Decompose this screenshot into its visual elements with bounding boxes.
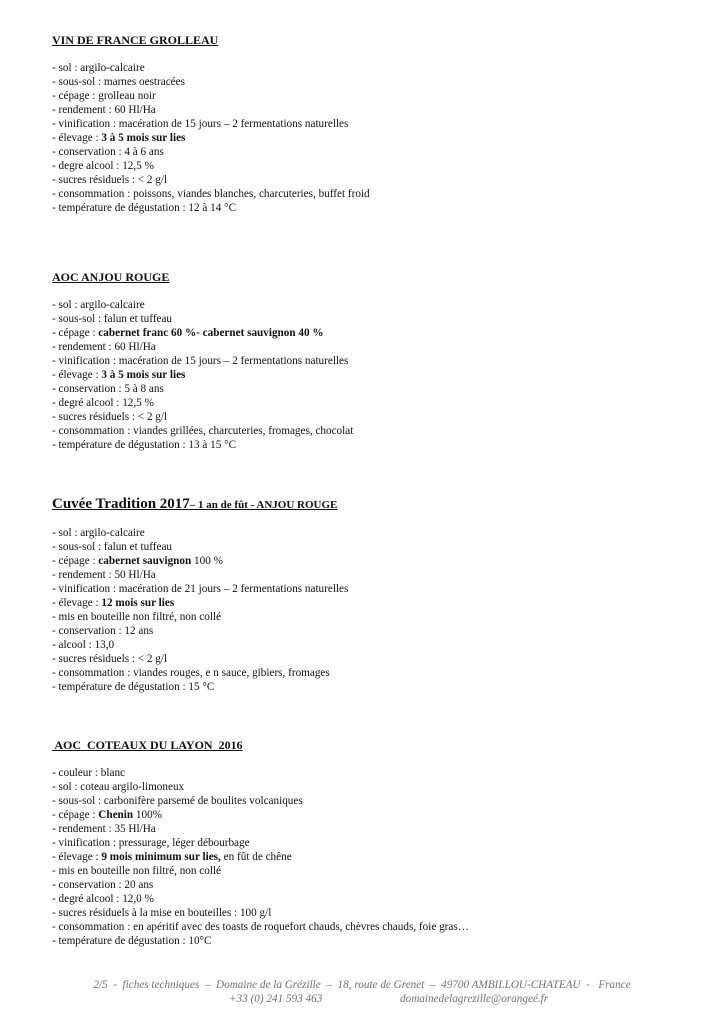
spec-item: - température de dégustation : 10°C <box>52 935 212 947</box>
page-footer <box>0 978 724 1006</box>
spec-item: - sucres résiduels : < 2 g/l <box>52 411 168 423</box>
spec-item: - élevage : 3 à 5 mois sur lies <box>52 369 186 381</box>
spec-item: - sol : argilo-calcaire <box>52 299 145 311</box>
spec-item: - vinification : pressurage, léger débourbage <box>52 837 250 849</box>
spec-item: - sol : argilo-calcaire <box>52 527 145 539</box>
spec-item: - température de dégustation : 12 à 14 °C <box>52 202 237 214</box>
spec-item: - rendement : 50 Hl/Ha <box>52 569 156 581</box>
spec-item: - rendement : 35 Hl/Ha <box>52 823 156 835</box>
spec-item: - cépage : Chenin 100% <box>52 809 163 821</box>
section-cuvee-tradition <box>52 497 692 694</box>
spec-list <box>52 298 692 452</box>
footer-address-line: 2/5 - fiches techniques – Domaine de la Grézille – 18, route de Grenet – 49700 AMBILLOU-CHATEAU - France <box>93 979 631 991</box>
section-heading <box>52 497 692 512</box>
spec-list <box>52 766 692 948</box>
spec-item: - cépage : grolleau noir <box>52 90 156 102</box>
heading-sub: – 1 an de fût - ANJOU ROUGE <box>189 499 338 511</box>
footer-phone: +33 (0) 241 593 463 <box>229 993 323 1005</box>
spec-item: - rendement : 60 Hl/Ha <box>52 104 156 116</box>
spec-item: - consommation : viandes grillées, charcuteries, fromages, chocolat <box>52 425 354 437</box>
spec-list <box>52 61 692 215</box>
spec-item: - degré alcool : 12,0 % <box>52 893 154 905</box>
spec-item: - consommation : en apéritif avec des toasts de roquefort chauds, chèvres chauds, foie gras… <box>52 921 469 933</box>
spec-item: - sucres résiduels : < 2 g/l <box>52 174 168 186</box>
spec-item: - conservation : 20 ans <box>52 879 154 891</box>
spec-item: - cépage : cabernet franc 60 %- cabernet sauvignon 40 % <box>52 327 324 339</box>
section-grolleau <box>52 33 692 215</box>
spec-item: - couleur : blanc <box>52 767 125 779</box>
spec-item: - sous-sol : falun et tuffeau <box>52 541 173 553</box>
spec-item: - conservation : 5 à 8 ans <box>52 383 164 395</box>
spec-item: - cépage : cabernet sauvignon 100 % <box>52 555 223 567</box>
spec-item: - rendement : 60 Hl/Ha <box>52 341 156 353</box>
spec-list <box>52 526 692 694</box>
spec-item: - sous-sol : falun et tuffeau <box>52 313 173 325</box>
section-coteaux-du-layon <box>52 738 692 948</box>
spec-item: - conservation : 12 ans <box>52 625 154 637</box>
footer-contact-line <box>0 992 724 1006</box>
spec-item: - vinification : macération de 15 jours – 2 fermentations naturelles <box>52 355 349 367</box>
spec-item: - élevage : 9 mois minimum sur lies, en fût de chêne <box>52 851 292 863</box>
spec-item: - sol : argilo-calcaire <box>52 62 145 74</box>
spec-item: - mis en bouteille non filtré, non collé <box>52 611 222 623</box>
spec-item: - élevage : 12 mois sur lies <box>52 597 175 609</box>
spec-item: - température de dégustation : 15 °C <box>52 681 215 693</box>
section-heading: AOC COTEAUX DU LAYON 2016 <box>52 738 243 752</box>
spec-item: - vinification : macération de 21 jours – 2 fermentations naturelles <box>52 583 349 595</box>
section-heading: AOC ANJOU ROUGE <box>52 270 170 284</box>
spec-item: - degre alcool : 12,5 % <box>52 160 154 172</box>
spec-item: - sucres résiduels : < 2 g/l <box>52 653 168 665</box>
spec-item: - consommation : viandes rouges, e n sauce, gibiers, fromages <box>52 667 330 679</box>
section-anjou-rouge <box>52 270 692 452</box>
footer-email: domainedelagrezille@orangeé.fr <box>400 993 549 1005</box>
spec-item: - élevage : 3 à 5 mois sur lies <box>52 132 186 144</box>
spec-item: - vinification : macération de 15 jours – 2 fermentations naturelles <box>52 118 349 130</box>
spec-item: - température de dégustation : 13 à 15 °C <box>52 439 237 451</box>
section-heading: VIN DE FRANCE GROLLEAU <box>52 33 219 47</box>
spec-item: - consommation : poissons, viandes blanches, charcuteries, buffet froid <box>52 188 370 200</box>
spec-item: - sous-sol : carbonifère parsemé de boulites volcaniques <box>52 795 303 807</box>
spec-item: - sous-sol : marnes oestracées <box>52 76 185 88</box>
heading-main: Cuvée Tradition 2017 <box>52 496 190 512</box>
spec-item: - alcool : 13,0 <box>52 639 115 651</box>
spec-item: - sol : coteau argilo-limoneux <box>52 781 185 793</box>
spec-item: - conservation : 4 à 6 ans <box>52 146 164 158</box>
spec-item: - sucres résiduels à la mise en bouteilles : 100 g/l <box>52 907 272 919</box>
spec-item: - degré alcool : 12,5 % <box>52 397 154 409</box>
spec-item: - mis en bouteille non filtré, non collé <box>52 865 222 877</box>
